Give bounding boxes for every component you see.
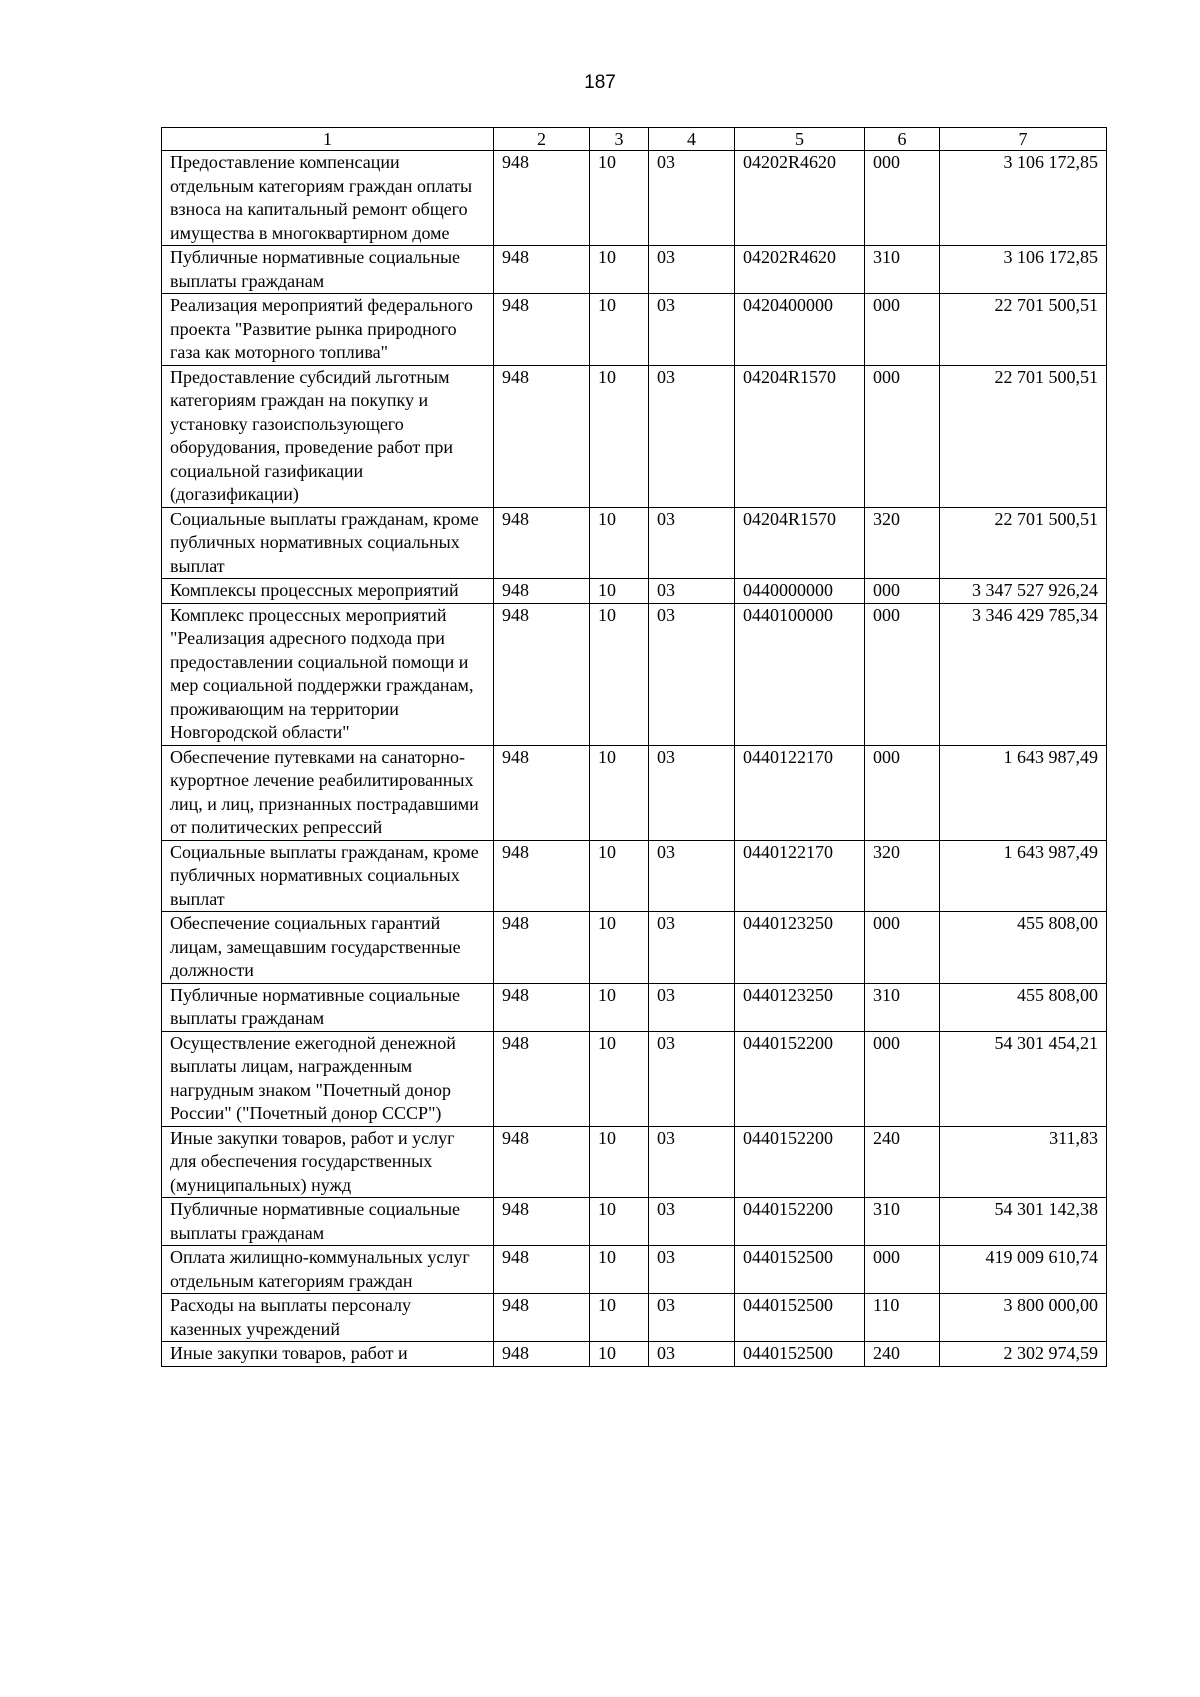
expense-type-cell: 000	[865, 1031, 940, 1126]
expense-name-cell: Реализация мероприятий федерального проекта "Развитие рынка природного газа как моторного топлива"	[162, 294, 494, 366]
amount-cell: 54 301 454,21	[940, 1031, 1107, 1126]
expense-name-cell: Предоставление субсидий льготным категориям граждан на покупку и установку газоиспользующего оборудования, проведение работ при социальной газификации (догазификации)	[162, 365, 494, 507]
subsection-code-cell: 03	[649, 246, 735, 294]
section-code-cell: 10	[590, 1126, 649, 1198]
section-code-cell: 10	[590, 1246, 649, 1294]
subsection-code-cell: 03	[649, 1294, 735, 1342]
header-col-2: 2	[494, 128, 590, 151]
expense-type-cell: 310	[865, 1198, 940, 1246]
table-body	[162, 151, 1107, 1367]
header-col-1: 1	[162, 128, 494, 151]
expense-type-cell: 320	[865, 507, 940, 579]
target-article-cell: 0440123250	[735, 983, 865, 1031]
subsection-code-cell: 03	[649, 507, 735, 579]
target-article-cell: 0440152500	[735, 1246, 865, 1294]
amount-cell: 2 302 974,59	[940, 1342, 1107, 1367]
table-row	[162, 1031, 1107, 1126]
expense-type-cell: 240	[865, 1342, 940, 1367]
expense-name-cell: Публичные нормативные социальные выплаты гражданам	[162, 1198, 494, 1246]
ministry-code-cell: 948	[494, 840, 590, 912]
subsection-code-cell: 03	[649, 1126, 735, 1198]
table-row	[162, 603, 1107, 745]
amount-cell: 1 643 987,49	[940, 840, 1107, 912]
table-row	[162, 246, 1107, 294]
section-code-cell: 10	[590, 579, 649, 604]
amount-cell: 1 643 987,49	[940, 745, 1107, 840]
table-row	[162, 1126, 1107, 1198]
table-row	[162, 983, 1107, 1031]
header-col-7: 7	[940, 128, 1107, 151]
target-article-cell: 0440152500	[735, 1342, 865, 1367]
expense-name-cell: Предоставление компенсации отдельным категориям граждан оплаты взноса на капитальный ремонт общего имущества в многоквартирном доме	[162, 151, 494, 246]
table-row	[162, 1198, 1107, 1246]
expense-type-cell: 000	[865, 912, 940, 984]
amount-cell: 419 009 610,74	[940, 1246, 1107, 1294]
target-article-cell: 0440152200	[735, 1198, 865, 1246]
table-row	[162, 579, 1107, 604]
target-article-cell: 04202R4620	[735, 246, 865, 294]
expense-name-cell: Иные закупки товаров, работ и услуг для обеспечения государственных (муниципальных) нужд	[162, 1126, 494, 1198]
table-row	[162, 1246, 1107, 1294]
target-article-cell: 0420400000	[735, 294, 865, 366]
subsection-code-cell: 03	[649, 912, 735, 984]
section-code-cell: 10	[590, 1342, 649, 1367]
expense-name-cell: Комплексы процессных мероприятий	[162, 579, 494, 604]
page-number: 187	[584, 72, 616, 93]
ministry-code-cell: 948	[494, 1294, 590, 1342]
section-code-cell: 10	[590, 745, 649, 840]
target-article-cell: 0440122170	[735, 745, 865, 840]
amount-cell: 3 106 172,85	[940, 151, 1107, 246]
table-row	[162, 745, 1107, 840]
amount-cell: 455 808,00	[940, 983, 1107, 1031]
table-row	[162, 294, 1107, 366]
expense-name-cell: Расходы на выплаты персоналу казенных учреждений	[162, 1294, 494, 1342]
target-article-cell: 0440152500	[735, 1294, 865, 1342]
ministry-code-cell: 948	[494, 603, 590, 745]
header-col-5: 5	[735, 128, 865, 151]
target-article-cell: 04204R1570	[735, 365, 865, 507]
ministry-code-cell: 948	[494, 1126, 590, 1198]
ministry-code-cell: 948	[494, 294, 590, 366]
amount-cell: 3 347 527 926,24	[940, 579, 1107, 604]
table-row	[162, 1342, 1107, 1367]
target-article-cell: 0440152200	[735, 1031, 865, 1126]
expense-type-cell: 310	[865, 983, 940, 1031]
expense-type-cell: 000	[865, 603, 940, 745]
ministry-code-cell: 948	[494, 912, 590, 984]
expense-type-cell: 240	[865, 1126, 940, 1198]
expense-type-cell: 000	[865, 579, 940, 604]
ministry-code-cell: 948	[494, 1342, 590, 1367]
expense-type-cell: 000	[865, 1246, 940, 1294]
expense-type-cell: 000	[865, 294, 940, 366]
table-row	[162, 840, 1107, 912]
ministry-code-cell: 948	[494, 579, 590, 604]
section-code-cell: 10	[590, 246, 649, 294]
subsection-code-cell: 03	[649, 151, 735, 246]
header-col-6: 6	[865, 128, 940, 151]
target-article-cell: 0440100000	[735, 603, 865, 745]
expense-type-cell: 110	[865, 1294, 940, 1342]
header-row	[162, 128, 1107, 151]
section-code-cell: 10	[590, 840, 649, 912]
amount-cell: 22 701 500,51	[940, 365, 1107, 507]
expense-name-cell: Иные закупки товаров, работ и	[162, 1342, 494, 1367]
subsection-code-cell: 03	[649, 983, 735, 1031]
target-article-cell: 0440000000	[735, 579, 865, 604]
subsection-code-cell: 03	[649, 840, 735, 912]
table-row	[162, 365, 1107, 507]
expense-name-cell: Социальные выплаты гражданам, кроме публичных нормативных социальных выплат	[162, 507, 494, 579]
subsection-code-cell: 03	[649, 294, 735, 366]
subsection-code-cell: 03	[649, 1031, 735, 1126]
expense-type-cell: 000	[865, 365, 940, 507]
subsection-code-cell: 03	[649, 603, 735, 745]
section-code-cell: 10	[590, 151, 649, 246]
section-code-cell: 10	[590, 912, 649, 984]
expense-name-cell: Оплата жилищно-коммунальных услуг отдельным категориям граждан	[162, 1246, 494, 1294]
expense-type-cell: 000	[865, 745, 940, 840]
subsection-code-cell: 03	[649, 1198, 735, 1246]
expense-type-cell: 320	[865, 840, 940, 912]
table-row	[162, 151, 1107, 246]
subsection-code-cell: 03	[649, 579, 735, 604]
section-code-cell: 10	[590, 603, 649, 745]
header-col-3: 3	[590, 128, 649, 151]
subsection-code-cell: 03	[649, 1246, 735, 1294]
section-code-cell: 10	[590, 365, 649, 507]
ministry-code-cell: 948	[494, 1031, 590, 1126]
expense-name-cell: Обеспечение путевками на санаторно-курортное лечение реабилитированных лиц, и лиц, признанных пострадавшими от политических репрессий	[162, 745, 494, 840]
amount-cell: 54 301 142,38	[940, 1198, 1107, 1246]
ministry-code-cell: 948	[494, 246, 590, 294]
target-article-cell: 0440122170	[735, 840, 865, 912]
expense-name-cell: Комплекс процессных мероприятий "Реализация адресного подхода при предоставлении социальной помощи и мер социальной поддержки гражданам, проживающим на территории Новгородской области"	[162, 603, 494, 745]
target-article-cell: 0440152200	[735, 1126, 865, 1198]
table-row	[162, 1294, 1107, 1342]
expense-name-cell: Осуществление ежегодной денежной выплаты лицам, награжденным нагрудным знаком "Почетный донор России" ("Почетный донор СССР")	[162, 1031, 494, 1126]
section-code-cell: 10	[590, 1294, 649, 1342]
header-col-4: 4	[649, 128, 735, 151]
target-article-cell: 0440123250	[735, 912, 865, 984]
target-article-cell: 04204R1570	[735, 507, 865, 579]
expense-type-cell: 000	[865, 151, 940, 246]
table-row	[162, 912, 1107, 984]
amount-cell: 3 106 172,85	[940, 246, 1107, 294]
amount-cell: 22 701 500,51	[940, 294, 1107, 366]
section-code-cell: 10	[590, 507, 649, 579]
expense-name-cell: Обеспечение социальных гарантий лицам, замещавшим государственные должности	[162, 912, 494, 984]
amount-cell: 455 808,00	[940, 912, 1107, 984]
expense-name-cell: Публичные нормативные социальные выплаты гражданам	[162, 246, 494, 294]
expense-name-cell: Социальные выплаты гражданам, кроме публичных нормативных социальных выплат	[162, 840, 494, 912]
amount-cell: 3 800 000,00	[940, 1294, 1107, 1342]
expense-type-cell: 310	[865, 246, 940, 294]
subsection-code-cell: 03	[649, 1342, 735, 1367]
subsection-code-cell: 03	[649, 745, 735, 840]
amount-cell: 3 346 429 785,34	[940, 603, 1107, 745]
ministry-code-cell: 948	[494, 745, 590, 840]
ministry-code-cell: 948	[494, 151, 590, 246]
table-row	[162, 507, 1107, 579]
amount-cell: 22 701 500,51	[940, 507, 1107, 579]
ministry-code-cell: 948	[494, 507, 590, 579]
ministry-code-cell: 948	[494, 983, 590, 1031]
ministry-code-cell: 948	[494, 1198, 590, 1246]
expense-name-cell: Публичные нормативные социальные выплаты гражданам	[162, 983, 494, 1031]
subsection-code-cell: 03	[649, 365, 735, 507]
section-code-cell: 10	[590, 983, 649, 1031]
section-code-cell: 10	[590, 1031, 649, 1126]
amount-cell: 311,83	[940, 1126, 1107, 1198]
ministry-code-cell: 948	[494, 1246, 590, 1294]
ministry-code-cell: 948	[494, 365, 590, 507]
section-code-cell: 10	[590, 1198, 649, 1246]
target-article-cell: 04202R4620	[735, 151, 865, 246]
section-code-cell: 10	[590, 294, 649, 366]
budget-table	[161, 127, 1107, 1367]
